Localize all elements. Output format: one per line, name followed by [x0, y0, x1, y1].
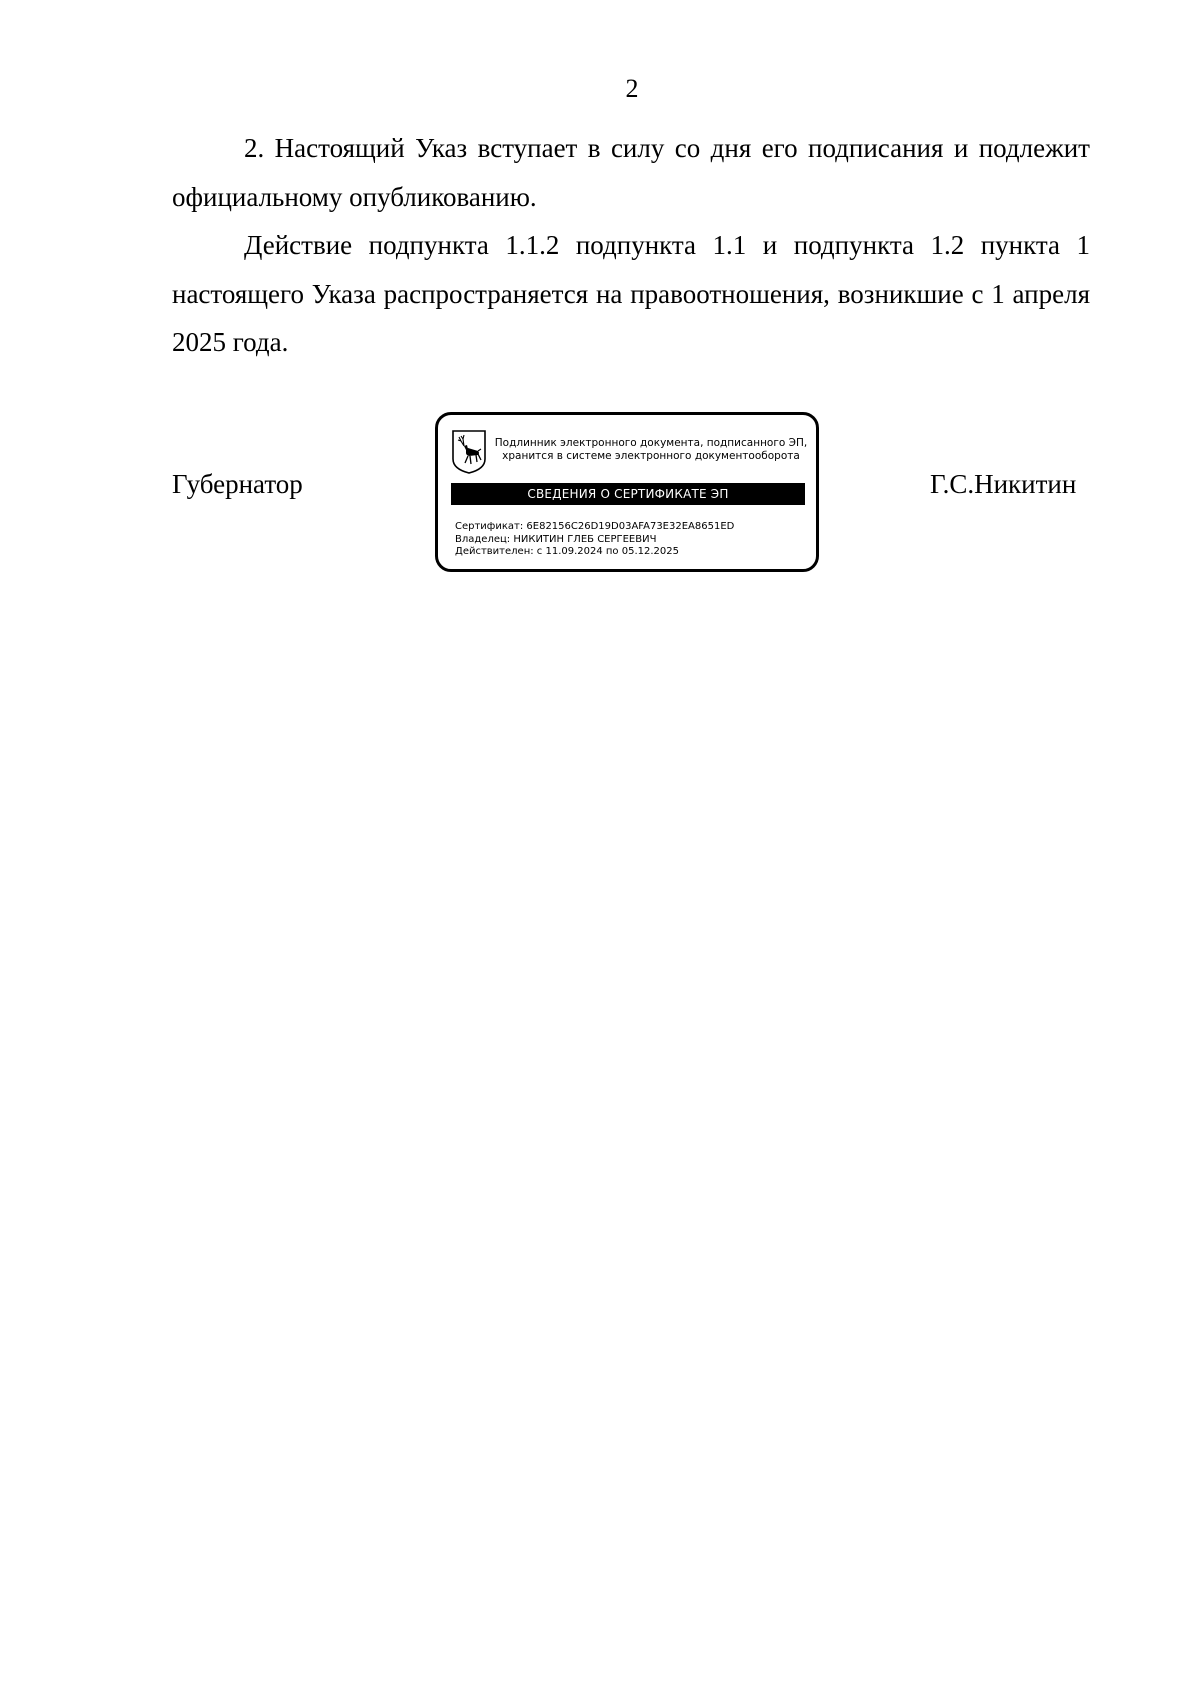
stamp-certificate-title: СВЕДЕНИЯ О СЕРТИФИКАТЕ ЭП [451, 483, 805, 505]
stamp-certificate-owner: Владелец: НИКИТИН ГЛЕБ СЕРГЕЕВИЧ [455, 533, 657, 545]
stamp-header-line-2: хранится в системе электронного документооборота [502, 450, 800, 462]
page-number: 2 [625, 74, 639, 103]
paragraph-entry-into-force: 2. Настоящий Указ вступает в силу со дня его подписания и подлежит официальному опубликованию. [172, 133, 1090, 212]
stamp-header-line-1: Подлинник электронного документа, подписанного ЭП, [494, 437, 808, 449]
signatory-name: Г.С.Никитин [930, 469, 1077, 499]
stamp-header [488, 437, 814, 463]
deer-emblem-icon [451, 429, 487, 475]
signature-block [0, 412, 1200, 572]
signatory-title: Губернатор [172, 469, 303, 499]
electronic-signature-stamp [435, 412, 819, 572]
stamp-certificate-validity: Действителен: с 11.09.2024 по 05.12.2025 [455, 546, 679, 557]
stamp-certificate-id: Сертификат: 6E82156C26D19D03AFA73E32EA8651ED [455, 521, 735, 532]
paragraph-retroactive-effect: Действие подпункта 1.1.2 подпункта 1.1 и подпункта 1.2 пункта 1 настоящего Указа распространяется на правоотношения, возникшие с 1 апреля 2025 года. [172, 230, 1090, 357]
document-body [172, 124, 1090, 367]
stamp-certificate-details [455, 521, 734, 559]
